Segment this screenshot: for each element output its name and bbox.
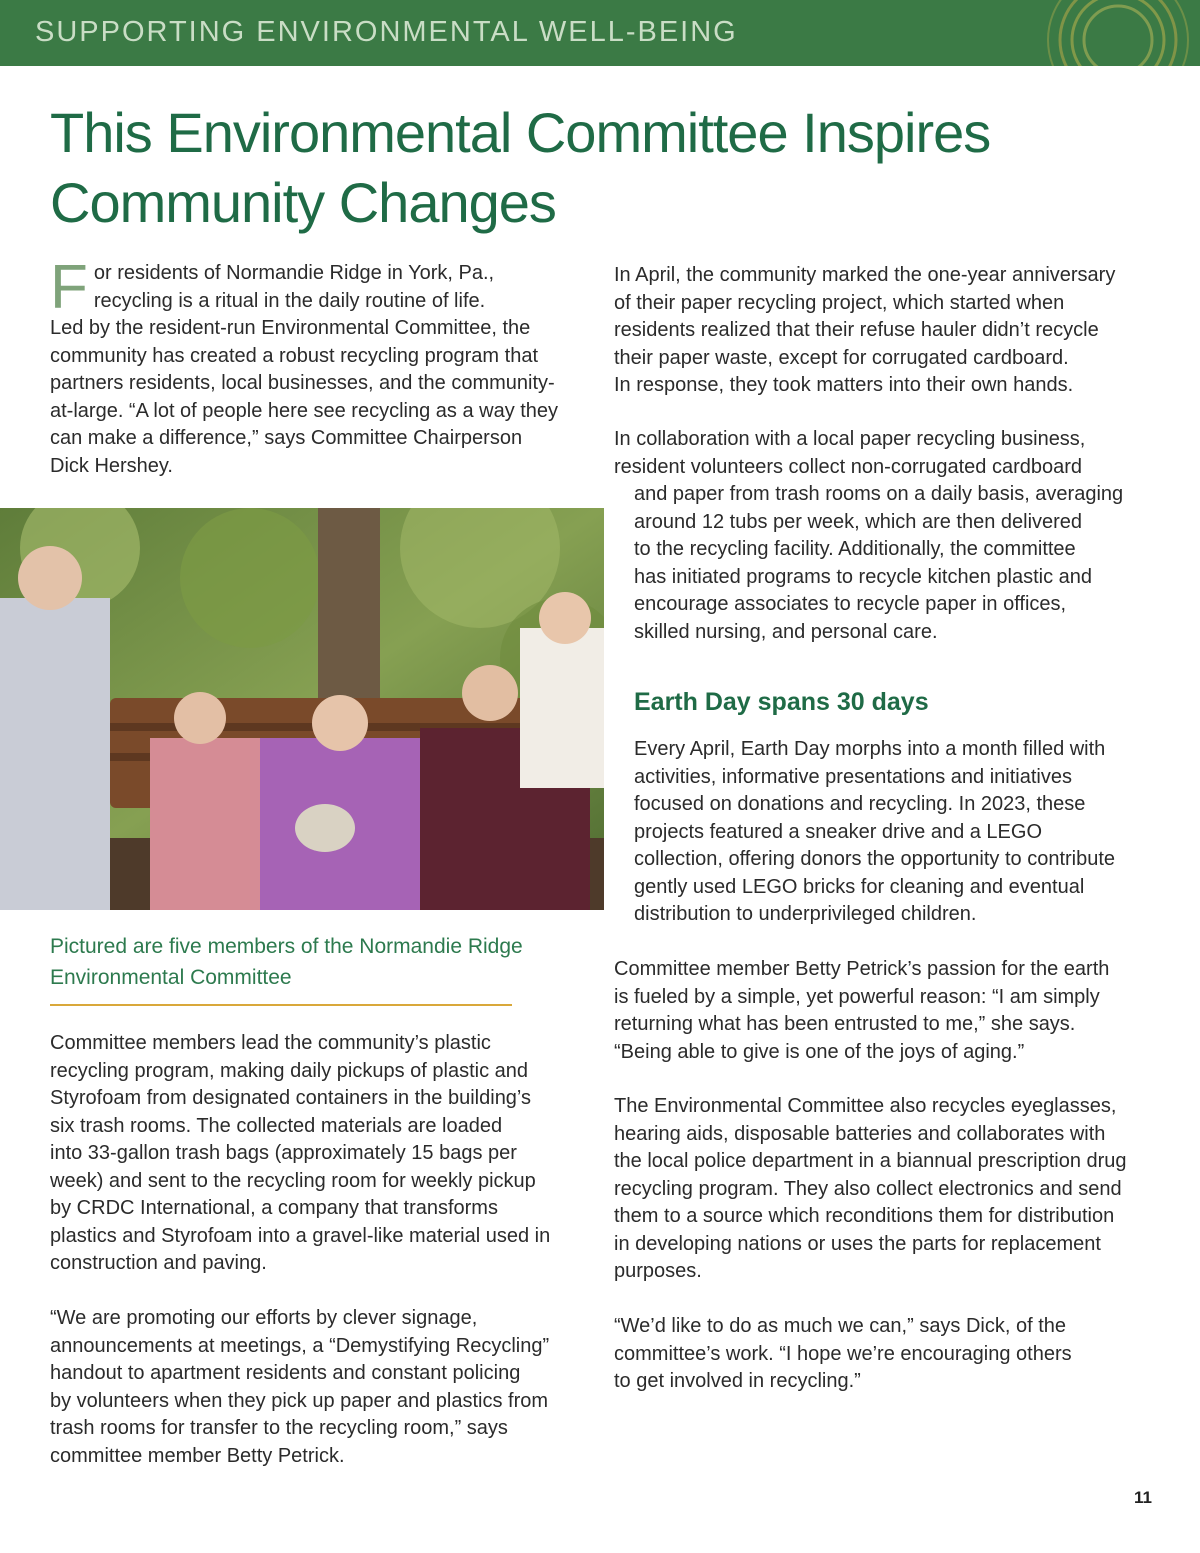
title-line-2: Community Changes — [50, 171, 556, 234]
right-paragraph-2-indent-line: has initiated programs to recycle kitchen plastic and — [634, 565, 1093, 588]
right-paragraph-2-indent-line: skilled nursing, and personal care. — [634, 620, 938, 643]
left-paragraph-3 — [50, 1305, 580, 1470]
right-paragraph-5-line: recycling program. They also collect electronics and send — [614, 1177, 1122, 1200]
left-paragraph-3-line: by volunteers when they pick up paper and plastics from — [50, 1389, 549, 1412]
intro-paragraph — [50, 253, 580, 480]
left-paragraph-2-line: recycling program, making daily pickups of plastic and — [50, 1059, 528, 1082]
left-paragraph-2-line: week) and sent to the recycling room for weekly pickup — [50, 1169, 536, 1192]
left-paragraph-2-line: Committee members lead the community’s plastic — [50, 1032, 491, 1054]
article-title — [50, 98, 990, 238]
right-paragraph-4 — [614, 956, 1174, 1066]
circle-ornament-icon — [1000, 0, 1200, 66]
left-paragraph-3-line: handout to apartment residents and constant policing — [50, 1362, 521, 1384]
right-paragraph-5-line: hearing aids, disposable batteries and collaborates with — [614, 1122, 1106, 1145]
right-paragraph-4-line: is fueled by a simple, yet powerful reason: “I am simply — [614, 985, 1100, 1008]
right-paragraph-2-lead — [614, 426, 1174, 481]
left-paragraph-3-line: announcements at meetings, a “Demystifying Recycling” — [50, 1334, 550, 1357]
caption-line-1: Pictured are five members of the Normandie Ridge — [50, 935, 523, 958]
right-paragraph-1 — [614, 262, 1174, 400]
committee-photo — [0, 508, 604, 910]
right-paragraph-6-line: to get involved in recycling.” — [614, 1370, 861, 1392]
right-paragraph-5-line: purposes. — [614, 1260, 702, 1282]
left-paragraph-3-line: “We are promoting our efforts by clever signage, — [50, 1307, 478, 1329]
left-paragraph-3-line: trash rooms for transfer to the recycling room,” says — [50, 1417, 508, 1439]
right-paragraph-2-lead-line: In collaboration with a local paper recycling business, — [614, 428, 1086, 450]
right-paragraph-1-line: In April, the community marked the one-year anniversary — [614, 264, 1116, 286]
right-paragraph-4-line: returning what has been entrusted to me,” she says. — [614, 1013, 1076, 1035]
right-paragraph-2-indent-line: and paper from trash rooms on a daily basis, averaging — [634, 483, 1124, 505]
caption-divider — [50, 1004, 512, 1006]
intro-line: at-large. “A lot of people here see recycling as a way they — [50, 399, 559, 422]
left-paragraph-2-line: construction and paving. — [50, 1252, 267, 1274]
intro-line: or residents of Normandie Ridge in York, Pa., — [93, 262, 495, 284]
right-paragraph-3-line: focused on donations and recycling. In 2023, these — [634, 793, 1086, 815]
left-paragraph-2 — [50, 1030, 580, 1278]
right-paragraph-4-line: Committee member Betty Petrick’s passion for the earth — [614, 958, 1110, 980]
section-banner — [0, 0, 1200, 66]
intro-line: community has created a robust recycling program that — [50, 344, 538, 367]
intro-line: Dick Hershey. — [50, 454, 173, 477]
right-paragraph-6-line: committee’s work. “I hope we’re encouraging others — [614, 1342, 1072, 1365]
right-paragraph-1-line: residents realized that their refuse hauler didn’t recycle — [614, 319, 1099, 341]
right-paragraph-3-line: Every April, Earth Day morphs into a month filled with — [634, 738, 1106, 760]
title-line-1: This Environmental Committee Inspires — [50, 101, 991, 164]
intro-lines — [50, 253, 580, 480]
left-paragraph-3-line: committee member Betty Petrick. — [50, 1444, 345, 1467]
left-paragraph-2-line: into 33-gallon trash bags (approximately 15 bags per — [50, 1142, 517, 1164]
intro-line: Led by the resident-run Environmental Committee, the — [50, 317, 531, 339]
right-paragraph-2-lead-line: resident volunteers collect non-corrugated cardboard — [614, 455, 1083, 478]
right-paragraph-3-line: projects featured a sneaker drive and a LEGO — [634, 820, 1043, 843]
photo-caption — [50, 931, 530, 993]
right-paragraph-1-line: of their paper recycling project, which started when — [614, 291, 1065, 314]
right-paragraph-5-line: in developing nations or uses the parts for replacement — [614, 1232, 1101, 1255]
right-paragraph-1-line: In response, they took matters into their own hands. — [614, 374, 1074, 396]
intro-line: recycling is a ritual in the daily routine of life. — [93, 289, 486, 312]
right-paragraph-3 — [634, 736, 1174, 929]
left-paragraph-2-line: six trash rooms. The collected materials are loaded — [50, 1114, 503, 1137]
left-paragraph-2-line: plastics and Styrofoam into a gravel-like material used in — [50, 1224, 551, 1247]
section-label: SUPPORTING ENVIRONMENTAL WELL-BEING — [35, 16, 738, 48]
subheading-earth-day: Earth Day spans 30 days — [634, 688, 929, 716]
left-paragraph-2-line: by CRDC International, a company that transforms — [50, 1197, 498, 1219]
right-paragraph-6-line: “We’d like to do as much we can,” says Dick, of the — [614, 1315, 1067, 1337]
left-paragraph-2-line: Styrofoam from designated containers in the building’s — [50, 1087, 532, 1109]
intro-line: can make a difference,” says Committee Chairperson — [50, 427, 523, 449]
right-paragraph-2-indent-line: to the recycling facility. Additionally, the committee — [634, 538, 1076, 560]
right-paragraph-5-line: them to a source which reconditions them for distribution — [614, 1205, 1115, 1227]
right-paragraph-3-line: distribution to underprivileged children. — [634, 903, 977, 925]
right-paragraph-5-line: the local police department in a biannual prescription drug — [614, 1150, 1127, 1172]
right-paragraph-3-line: collection, offering donors the opportunity to contribute — [634, 848, 1116, 870]
caption-line-2: Environmental Committee — [50, 966, 292, 989]
right-paragraph-4-line: “Being able to give is one of the joys of aging.” — [614, 1040, 1025, 1063]
right-paragraph-2-indent — [634, 481, 1174, 646]
right-paragraph-3-line: gently used LEGO bricks for cleaning and eventual — [634, 875, 1085, 898]
right-paragraph-5-line: The Environmental Committee also recycles eyeglasses, — [614, 1095, 1117, 1117]
right-paragraph-5 — [614, 1093, 1184, 1286]
page-number: 11 — [1134, 1488, 1152, 1507]
right-paragraph-6 — [614, 1313, 1174, 1396]
right-paragraph-1-line: their paper waste, except for corrugated cardboard. — [614, 346, 1069, 369]
right-paragraph-3-line: activities, informative presentations and initiatives — [634, 765, 1072, 788]
right-paragraph-2-indent-line: around 12 tubs per week, which are then delivered — [634, 510, 1083, 533]
intro-line: partners residents, local businesses, and the community- — [50, 372, 555, 394]
drop-cap: F — [50, 253, 88, 322]
right-paragraph-2-indent-line: encourage associates to recycle paper in offices, — [634, 593, 1067, 615]
